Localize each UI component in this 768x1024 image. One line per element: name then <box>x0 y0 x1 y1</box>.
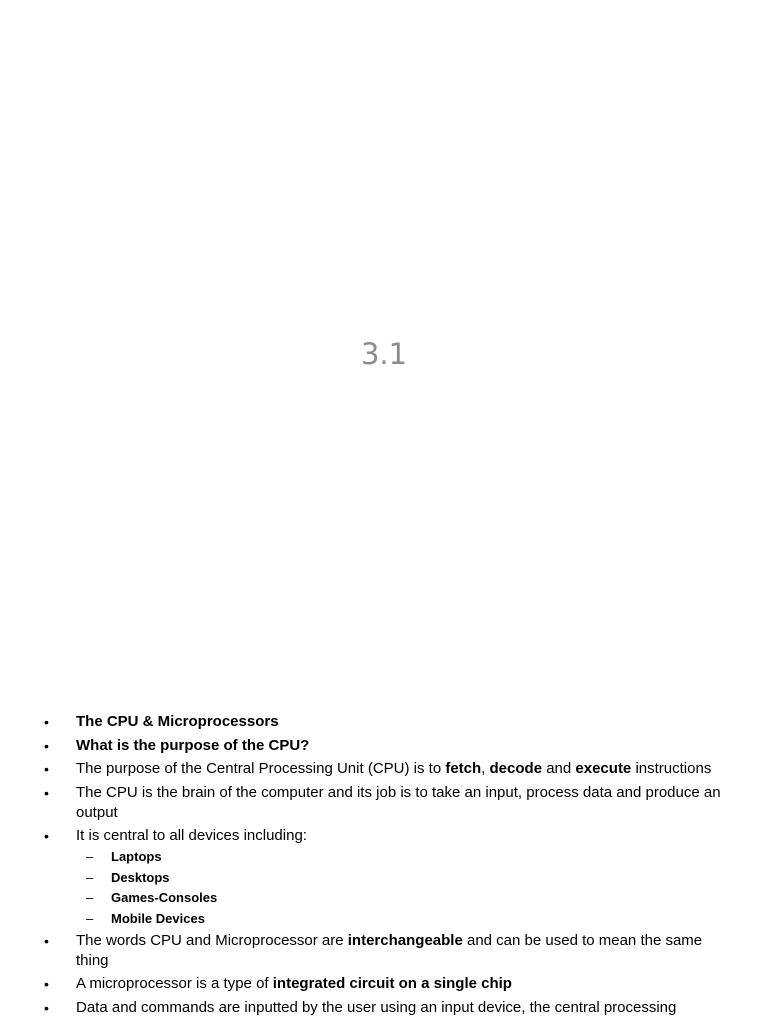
keyword-decode: decode <box>489 760 543 777</box>
bullet-text: The CPU is the brain of the computer and its job is to take an input, process data and produce an output <box>76 783 721 821</box>
bullet-icon: • <box>44 737 49 754</box>
separator: , <box>481 760 490 777</box>
dash-icon: – <box>86 849 94 864</box>
bullet-icon: • <box>44 828 49 844</box>
dash-icon: – <box>86 869 94 885</box>
device-label: Laptops <box>111 849 162 864</box>
keyword-execute: execute <box>575 760 632 777</box>
device-label: Mobile Devices <box>111 911 205 927</box>
bullet-item-question <box>0 736 768 756</box>
bullet-text: It is central to all devices including: <box>76 827 307 844</box>
bullet-icon: • <box>44 761 49 777</box>
device-item <box>0 889 722 906</box>
bullet-text: instructions <box>631 760 712 777</box>
bullet-text: The words CPU and Microprocessor are <box>76 931 348 949</box>
bullet-item-devices <box>0 826 768 927</box>
slide-number: 3.1 <box>360 337 408 371</box>
device-sublist <box>0 848 722 927</box>
bullet-icon: • <box>44 714 49 730</box>
bullet-text: What is the purpose of the CPU? <box>76 736 310 754</box>
bullet-list <box>0 712 768 1021</box>
bullet-item-integrated-circuit <box>0 974 768 994</box>
bullet-text: The purpose of the Central Processing Unit (CPU) is to <box>76 760 446 777</box>
bullet-text: The CPU & Microprocessors <box>76 713 279 730</box>
keyword-integrated-circuit: integrated circuit on a single chip <box>272 975 512 993</box>
bullet-icon: • <box>44 999 49 1016</box>
dash-icon: – <box>86 890 94 906</box>
device-item <box>0 910 722 927</box>
separator: and <box>542 760 576 777</box>
bullet-text: Data and commands are inputted by the user using an input device, the central processing <box>76 998 677 1016</box>
bullet-item-data-commands <box>0 998 768 1018</box>
bullet-item-brain <box>0 783 768 823</box>
device-item <box>0 869 722 886</box>
bullet-item-interchangeable <box>0 931 768 971</box>
bullet-icon: • <box>44 932 49 949</box>
keyword-fetch: fetch <box>445 760 482 777</box>
bullet-item-title <box>0 712 768 732</box>
bullet-icon: • <box>44 784 49 801</box>
keyword-interchangeable: interchangeable <box>347 931 463 949</box>
device-label: Games-Consoles <box>111 890 218 906</box>
bullet-text: and can be used to mean the same thing <box>76 931 703 969</box>
device-item <box>0 848 722 865</box>
bullet-item-purpose <box>0 759 768 779</box>
device-label: Desktops <box>111 869 170 885</box>
bullet-text: A microprocessor is a type of <box>76 975 273 993</box>
dash-icon: – <box>86 911 94 927</box>
bullet-icon: • <box>44 976 49 993</box>
